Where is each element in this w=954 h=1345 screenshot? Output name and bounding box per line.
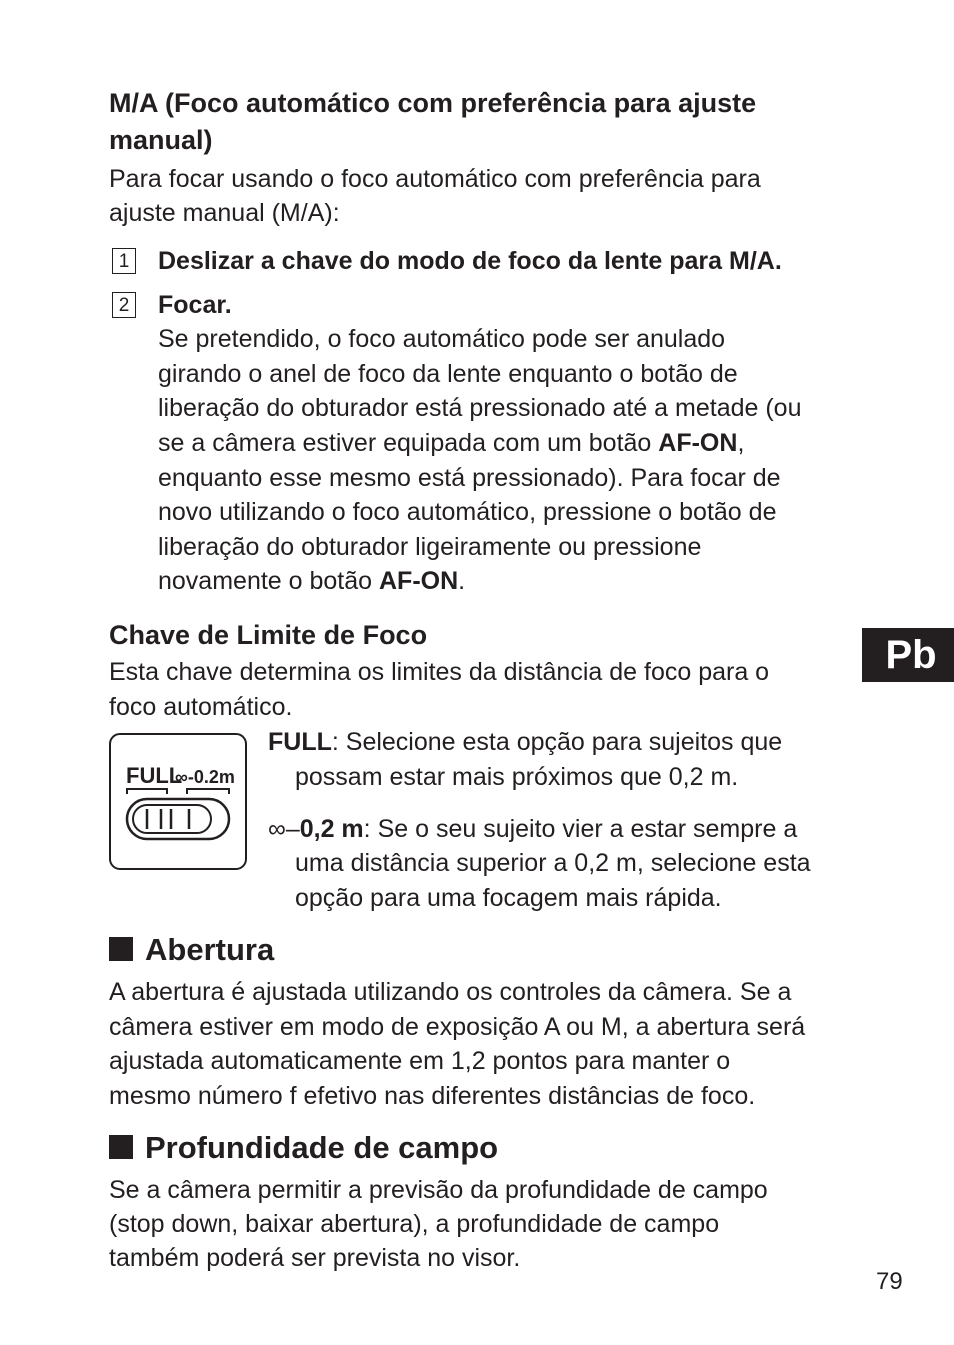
step-2-line-8 bbox=[158, 564, 465, 599]
af-on-button-ref: AF-ON bbox=[658, 429, 738, 457]
section-square-icon bbox=[109, 937, 133, 961]
dof-line-3: também poderá ser prevista no visor. bbox=[109, 1244, 521, 1272]
step-2-number: 2 bbox=[112, 292, 136, 318]
limit-intro-line-1: Esta chave determina os limites da distância de foco para o bbox=[109, 658, 770, 686]
inf-option-line-3: opção para uma focagem mais rápida. bbox=[295, 884, 722, 912]
step-1-number: 1 bbox=[112, 248, 136, 274]
page-number: 79 bbox=[876, 1268, 903, 1295]
focus-limit-switch-illustration bbox=[109, 733, 247, 870]
section-square-icon bbox=[109, 1135, 133, 1159]
ma-intro-line-2: ajuste manual (M/A): bbox=[109, 199, 340, 227]
step-2-line-8-text: novamente o botão bbox=[158, 567, 379, 595]
full-term: FULL bbox=[268, 728, 332, 756]
ma-intro-line-1: Para focar usando o foco automático com preferência para bbox=[109, 165, 761, 193]
aperture-title-text: Abertura bbox=[145, 932, 275, 967]
step-2-line-3: liberação do obturador está pressionado até a metade (ou bbox=[158, 394, 802, 422]
inf-desc-1: : Se o seu sujeito vier a estar sempre a bbox=[363, 815, 798, 843]
dof-line-1: Se a câmera permitir a previsão da profundidade de campo bbox=[109, 1176, 768, 1204]
dof-section-title bbox=[109, 1128, 498, 1168]
full-desc-1: : Selecione esta opção para sujeitos que bbox=[331, 728, 783, 756]
ma-heading-line-2: manual) bbox=[109, 125, 213, 155]
inf-term: 0,2 m bbox=[299, 815, 364, 843]
limit-heading: Chave de Limite de Foco bbox=[109, 620, 428, 650]
dof-title-text: Profundidade de campo bbox=[145, 1130, 499, 1165]
inf-option-line-2: uma distância superior a 0,2 m, selecione esta bbox=[295, 849, 811, 877]
step-2-line-4 bbox=[158, 426, 744, 461]
full-option-line-2: possam estar mais próximos que 0,2 m. bbox=[295, 763, 739, 791]
step-2-line-6: novo utilizando o foco automático, pressione o botão de bbox=[158, 498, 777, 526]
aperture-line-1: A abertura é ajustada utilizando os controles da câmera. Se a bbox=[109, 978, 792, 1006]
aperture-line-4: mesmo número f efetivo nas diferentes distâncias de foco. bbox=[109, 1082, 756, 1110]
limit-intro-line-2: foco automático. bbox=[109, 693, 293, 721]
step-2-line-2: girando o anel de foco da lente enquanto o botão de bbox=[158, 360, 738, 388]
infinity-icon: ∞– bbox=[268, 815, 300, 843]
step-2-line-5: enquanto esse mesmo está pressionado). Para focar de bbox=[158, 464, 781, 492]
language-tab: Pb bbox=[862, 628, 954, 682]
step-2-line-8-end: . bbox=[458, 567, 466, 595]
step-2-line-7: liberação do obturador ligeiramente ou pressione bbox=[158, 533, 702, 561]
step-2-line-4-text: se a câmera estiver equipada com um botão bbox=[158, 429, 659, 457]
switch-label-full: FULL bbox=[126, 763, 183, 788]
aperture-line-3: ajustada automaticamente em 1,2 pontos para manter o bbox=[109, 1047, 731, 1075]
full-option-line-1 bbox=[268, 725, 782, 760]
focus-limit-switch-icon bbox=[109, 733, 247, 870]
ma-heading-line-1: M/A (Foco automático com preferência para ajuste bbox=[109, 88, 757, 118]
step-2-line-1: Se pretendido, o foco automático pode ser anulado bbox=[158, 325, 726, 353]
af-on-button-ref-2: AF-ON bbox=[379, 567, 459, 595]
step-2-title: Focar. bbox=[158, 291, 232, 319]
step-1-text: Deslizar a chave do modo de foco da lente para M/A. bbox=[158, 247, 782, 275]
dof-line-2: (stop down, baixar abertura), a profundidade de campo bbox=[109, 1210, 720, 1238]
aperture-line-2: câmera estiver em modo de exposição A ou M, a abertura será bbox=[109, 1013, 806, 1041]
aperture-section-title bbox=[109, 930, 274, 970]
inf-option-line-1 bbox=[268, 812, 797, 847]
step-2-line-4-end: , bbox=[737, 429, 745, 457]
switch-label-range: ∞-0.2m bbox=[175, 767, 235, 787]
